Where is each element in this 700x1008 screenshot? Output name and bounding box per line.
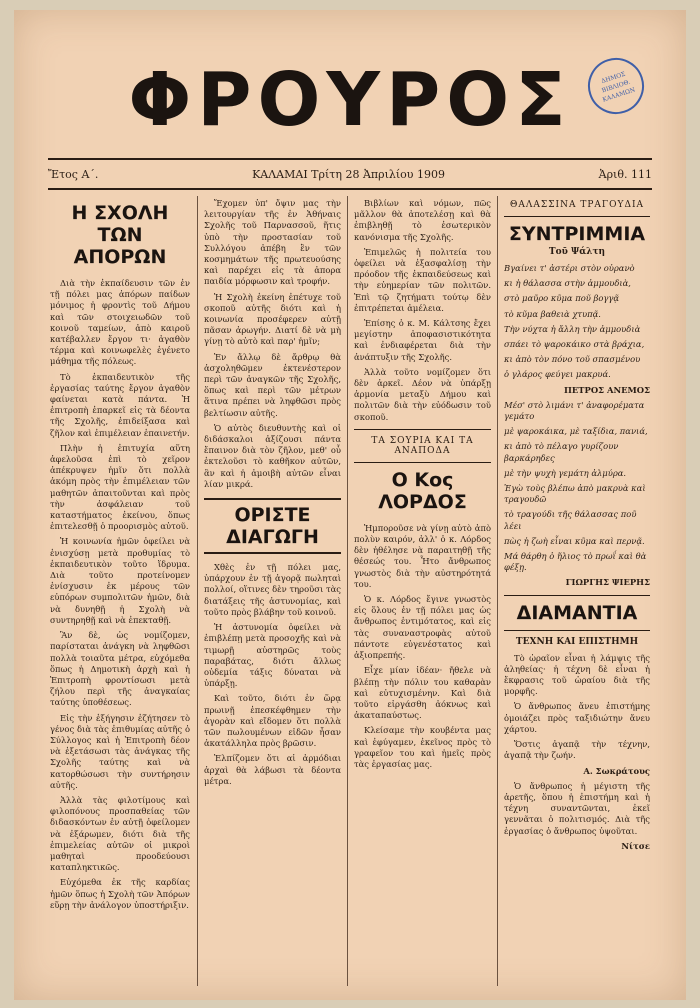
verse-line: τὸ τραγούδι τῆς θάλασσας ποῦ λέει (504, 509, 637, 531)
year-label: Ἔτος Α΄. (48, 167, 99, 181)
verse-line: κι ἡ θάλασσα στὴν ἀμμουδιὰ, (504, 278, 631, 289)
paragraph: Εἶχε μίαν ἰδέαν· ἤθελε νὰ βλέπῃ τὴν πόλιν του καθαρὰν καὶ εὐτυχισμένην. Καὶ διὰ τοῦτο εἰργάσθη ἀόκνως καὶ ἀκαταπαύστως. (354, 665, 491, 721)
paragraph: Πλὴν ἡ ἐπιτυχία αὕτη ἀφελοῦσα ἐπὶ τὸ χεῖρον ἀπέκρυψεν ἡμῖν ὅτι πολλὰ ἀκόμη πρὸς τὴν ἐπιμέλειαν τῶν μαθητῶν ἀπαιτοῦνται καὶ πρὸς τὴν ἀσφάλειαν τοῦ καταστήματος ἐκείνου, ὅπως ἐπιτελεσθῇ ὁ προορισμὸς αὐτοῦ. (50, 442, 190, 532)
paragraph: Εἰς τὴν ἐξήγησιν ἐζήτησεν τὸ γένος διὰ τὰς ἐπιθυμίας αὐτῆς ὁ Σύλλογος καὶ ἡ Ἐπιτροπὴ δέον νὰ ἐξετάσωσι τὰς ἀνάγκας τῆς Σχολῆς ταύτης καὶ νὰ κατορθώσωσι τὴν συντήρησιν αὐτῆς. (50, 712, 190, 790)
verse-line: κι ἀπὸ τὸν πόνο τοῦ σπασμένου (504, 354, 641, 365)
column-separator (197, 196, 198, 986)
paragraph: Εὐχόμεθα ἐκ τῆς καρδίας ἡμῶν ὅπως ἡ Σχολὴ τῶν Ἀπόρων εὕρῃ τὴν ἀνάλογον ὑποστήριξιν. (50, 877, 190, 910)
signature: Νίτσε (621, 840, 650, 851)
column-separator (347, 196, 348, 986)
newspaper-title: ΦΡΟΥΡΟΣ (128, 57, 572, 143)
paragraph: Ἐν ἄλλῳ δὲ ἄρθρῳ θὰ ἀσχοληθῶμεν ἐκτενέστερον περὶ τῶν ἀναγκῶν τῆς Σχολῆς, ὅπως καὶ περὶ τῶν μέτρων ἅτινα πρέπει νὰ ληφθῶσι πρὸς βελτίωσιν αὐτῆς. (204, 351, 341, 418)
article-heading-conduct: ΟΡΙΣΤΕ ΔΙΑΓΩΓΗ (226, 504, 319, 549)
verse-line: Μέσ' στὸ λιμάνι τ' ἀναφορέματα γεμάτο (504, 399, 645, 422)
paragraph: Καὶ τοῦτο, διότι ἐν ὥρᾳ πρωινῇ ἐπεσκέφθημεν τὴν ἀγορὰν καὶ εἴδομεν ὅτι πολλὰ τῶν πωλουμένων εἰδῶν ἦσαν ἀκατάλληλα πρὸς βρῶσιν. (204, 693, 341, 749)
article-heading-school: Η ΣΧΟΛΗ ΤΩΝ ΑΠΟΡΩΝ (71, 202, 169, 268)
bottom-rule (48, 188, 652, 190)
verse-line: μὲ ψαροκάικα, μὲ ταξίδια, πανιά, (504, 426, 648, 437)
paragraph: Ἡ Σχολὴ ἐκείνη ἐπέτυχε τοῦ σκοποῦ αὐτῆς διότι καὶ ἡ κοινωνία προσέφερεν αὐτῇ πᾶσαν ἀρωγήν. Διατί δὲ νὰ μὴ γίνῃ τὸ αὐτὸ καὶ παρ' ἡμῖν; (204, 291, 341, 347)
column-4 (504, 198, 650, 986)
verse-line: κι ἀπὸ τὸ πέλαγο γυρίζουν βαρκάρηδες (504, 441, 619, 463)
paragraph: Ἡ ἀστυνομία ὀφείλει νὰ ἐπιβλέπῃ μετὰ προσοχῆς καὶ νὰ τιμωρῇ αὐστηρῶς τοὺς παραβάτας, διότι ἄλλως οὐδεμία τάξις δύναται νὰ ὑπάρξῃ. (204, 622, 341, 689)
verse-line: Βγαίνει τ' ἀστέρι στὸν οὐρανὸ (504, 263, 635, 273)
newspaper-page (14, 10, 686, 1000)
section-label: ΘΑΛΑΣΣΙΝΑ ΤΡΑΓΟΥΔΙΑ (509, 200, 645, 210)
poem-verses (504, 263, 650, 381)
paragraph: Κλείσαμε τὴν κουβέντα μας καὶ ἐφύγαμεν, ἐκεῖνος πρὸς τὸ γραφεῖον του καὶ ἡμεῖς πρὸς τὰς ἐργασίας μας. (354, 725, 491, 769)
paragraph: Τὸ ὡραῖον εἶναι ἡ λάμψις τῆς ἀληθείας· ἡ τέχνη δὲ εἶναι ἡ ἔκφρασις τοῦ ὡραίου διὰ τῆς μορφῆς. (504, 652, 650, 697)
paragraph: Ἐπίσης ὁ κ. Μ. Κάλτσης ἔχει μεγίστην ἀποφασιστικότητα καὶ ἐνδιαφέρεται διὰ τὴν ἀνάπτυξιν τῆς Σχολῆς. (354, 318, 491, 362)
paragraph: Ἡμποροῦσε νὰ γίνῃ αὐτὸ ἀπὸ πολὺν καιρόν, ἀλλ' ὁ κ. Λόρδος δὲν ἠθέλησε νὰ παραιτηθῇ τῆς θέσεώς του. Ἦτο ἄνθρωπος γνωστὸς διὰ τὴν αὐστηρότητά του. (354, 522, 491, 589)
column-3 (354, 198, 491, 986)
paragraph: Ὁ αὐτὸς διευθυντὴς καὶ οἱ διδάσκαλοι ἀξίζουσι πάντα ἔπαινον διὰ τὸν ζῆλον, μεθ' οὗ ἐκτελοῦσι τὸ καθῆκον αὐτῶν, ἂν καὶ ἡ ἀμοιβὴ αὐτῶν εἶναι λίαν μικρά. (204, 422, 341, 489)
poem-verses (504, 400, 650, 574)
paragraph: Χθὲς ἐν τῇ πόλει μας, ὑπάρχουν ἐν τῇ ἀγορᾷ πωληταὶ πολλοί, οἵτινες δὲν τηροῦσι τὰς διατάξεις τῆς ἀστυνομίας, καὶ τοῦτο πρὸς βλάβην τοῦ κοινοῦ. (204, 562, 341, 617)
verse-line: Μά θάρθη ὁ ἥλιος τὸ πρωΐ καὶ θὰ φέξῃ. (504, 551, 647, 573)
verse-line: πὼς ἡ ζωὴ εἶναι κῦμα καὶ περνᾷ. (504, 535, 645, 546)
signature: Α. Σωκράτους (583, 765, 650, 776)
paragraph: Ἔχομεν ὑπ' ὄψιν μας τὴν λειτουργίαν τῆς ἐν Ἀθήναις Σχολῆς τοῦ Παρνασσοῦ, ἥτις ὑπὸ τὴν προστασίαν τοῦ Συλλόγου ἀπέβη ἓν τῶν κοσμημάτων τῆς πρωτευούσης καὶ παρέχει εἰς τὰ ἀπορα παιδία μόρφωσιν καὶ τροφήν. (204, 198, 341, 287)
divider (354, 462, 491, 463)
divider (354, 429, 491, 430)
verse-line: μὲ τὴν ψυχὴ γεμάτη ἀλμύρα. (504, 467, 627, 478)
poem-heading: ΣΥΝΤΡΙΜΜΙΑ (508, 223, 646, 245)
paragraph: Ἐπιμελῶς ἡ πολιτεία του ὀφείλει νὰ ἐξασφαλίσῃ τὴν πρόοδον τῆς ἐκπαιδεύσεως καὶ τὴν εὐημερίαν τῶν πολιτῶν. Ἐπὶ τῷ ζητήματι τούτῳ δὲν ἐπιτρέπεται ἀμέλεια. (354, 246, 491, 313)
masthead (14, 50, 686, 150)
verse-line: σπάει τὸ ψαροκάικο στὰ βράχια, (504, 339, 645, 350)
paragraph: Ἡ κοινωνία ἡμῶν ὀφείλει νὰ ἐνισχύσῃ μετὰ προθυμίας τὸ ἐκπαιδευτικὸν τοῦτο ἵδρυμα. Διὰ τοῦτο προτείνομεν ἐνίσχυσιν ἐκ μέρους τῶν εὐπόρων συμπολιτῶν ἡμῶν, διὰ νὰ δυνηθῇ ἡ Σχολὴ νὰ συντηρηθῇ καὶ νὰ ἐπεκταθῇ. (50, 536, 190, 625)
library-stamp: ΔΗΜΟΣ ΒΙΒΛΙΟΘ. ΚΑΛΑΜΩΝ (581, 51, 652, 122)
issue-number: Ἀριθ. 111 (598, 167, 652, 181)
paragraph: Ὁ κ. Λόρδος ἔγινε γνωστὸς εἰς ὅλους ἐν τῇ πόλει μας ὡς ἄνθρωπος ἐντιμότατος, καὶ εἰς τὰς συναναστροφὰς αὐτοῦ πάντοτε εὐγενέστατος καὶ ἀξιοπρεπής. (354, 594, 491, 661)
verse-line: στὸ μαῦρο κῦμα ποῦ βογγᾷ (504, 293, 620, 304)
column-2 (204, 198, 341, 986)
paragraph: Διὰ τὴν ἐκπαίδευσιν τῶν ἐν τῇ πόλει μας ἀπόρων παίδων μόνιμος ἡ φροντὶς τοῦ Δήμου καὶ τῶν στοιχειωδῶν τοῦ κοινοῦ ταμείων, ἀπὸ καιροῦ κατέβαλλεν ἔργον τι· ἀγαθὸν τέρμα καὶ κοινωφελὲς ἐγένετο μάθημα τῆς πόλεως. (50, 278, 190, 367)
paragraph: Ὁ ἄνθρωπος ἄνευ ἐπιστήμης ὁμοιάζει πρὸς ταξιδιώτην ἄνευ χάρτου. (504, 701, 650, 734)
paragraph: Ὅστις ἀγαπᾷ τὴν τέχνην, ἀγαπᾷ τὴν ζωήν. (504, 739, 650, 761)
signature: ΓΙΩΡΓΗΣ ΨΙΕΡΗΣ (565, 577, 650, 588)
column-separator (497, 196, 498, 986)
city-date: ΚΑΛΑΜΑΙ Τρίτη 28 Ἀπριλίου 1909 (252, 167, 445, 181)
section-subheading: ΤΕΧΝΗ ΚΑΙ ΕΠΙΣΤΗΜΗ (515, 636, 639, 647)
paragraph: Τὸ ἐκπαιδευτικὸν τῆς ἐργασίας ταύτης ἔργον ἀγαθὸν φαίνεται κατὰ πάντα. Ἡ ἐπιτροπὴ ἐπαρκεῖ εἰς τὰ δέοντα τῆς Σχολῆς, ἐπιδείξασα καὶ ζῆλον καὶ ἐπιμέλειαν ἐπαινετήν. (50, 371, 190, 438)
poem-author: Τοῦ Ψάλτη (548, 247, 606, 257)
verse-line: ὁ γλάρος φεύγει μακρυά. (504, 369, 611, 380)
paragraph: Βιβλίων καὶ νόμων, πῶς μᾶλλον θὰ ἀποτελέσῃ καὶ θὰ ἐπιβληθῇ τὸ ἐσωτερικὸν κανόνισμα τῆς Σχολῆς. (354, 198, 491, 242)
section-label: ΤΑ ΣΟΥΡΙΑ ΚΑΙ ΤΑ ΑΝΑΠΟΔΑ (371, 435, 474, 456)
verse-line: Ἐγὼ τοὺς βλέπω ἀπὸ μακρυὰ καὶ τραγουδῶ (504, 483, 646, 505)
divider (504, 595, 650, 596)
paragraph: Ὁ ἄνθρωπος ἡ μέγιστη τῆς ἀρετῆς, ὅπου ἡ ἐπιστήμη καὶ ἡ τέχνη συναντῶνται, ἐκεῖ γεννᾶται ὁ πολιτισμός. Διὰ τῆς ἐργασίας ὁ ἄνθρωπος ὑψοῦται. (504, 780, 650, 836)
article-heading-lordos: Ο Κος ΛΟΡΔΟΣ (378, 468, 467, 513)
verse-line: Τὴν νύχτα ἡ ἄλλη τὴν ἀμμουδιὰ (504, 323, 641, 334)
verse-line: τὸ κῦμα βαθειὰ χτυπᾷ. (504, 308, 601, 319)
signature: ΠΕΤΡΟΣ ΑΝΕΜΟΣ (564, 384, 650, 395)
paragraph: Ἐλπίζομεν ὅτι αἱ ἁρμόδιαι ἀρχαὶ θὰ λάβωσι τὰ δέοντα μέτρα. (204, 753, 341, 786)
divider (504, 216, 650, 217)
divider (504, 630, 650, 631)
column-1 (50, 198, 190, 986)
paragraph: Ἀλλὰ τοῦτο νομίζομεν ὅτι δὲν ἀρκεῖ. Δέον νὰ ὑπάρξῃ ἀρμονία μεταξὺ Δήμου καὶ πολιτῶν διὰ τὴν εὐόδωσιν τοῦ σκοποῦ. (354, 366, 491, 422)
top-rule (48, 158, 652, 160)
paragraph: Ἂν δὲ, ὡς νομίζομεν, παρίσταται ἀνάγκη νὰ ληφθῶσι πολλὰ τοιαῦτα μέτρα, εὐχόμεθα ὅπως ἡ Δημοτικὴ ἀρχὴ καὶ ἡ Ἐπιτροπὴ φροντίσωσι μετὰ ζήλου περὶ τῆς ἀναγκαίας ταύτης ὑποθέσεως. (50, 630, 190, 708)
section-heading-diamonds: ΔΙΑΜΑΝΤΙΑ (516, 601, 638, 624)
dateline (48, 164, 652, 184)
paragraph: Ἀλλὰ τὰς φιλοτίμους καὶ φιλοπόνους προσπαθείας τῶν διδασκόντων ἐν αὐτῇ ὀφείλομεν νὰ ἐξάρωμεν, διότι διὰ τῆς ἐπιμελείας αὐτῶν οἱ μικροὶ μαθηταὶ προοδεύουσι καταπληκτικῶς. (50, 794, 190, 873)
heading-frame (204, 498, 341, 554)
